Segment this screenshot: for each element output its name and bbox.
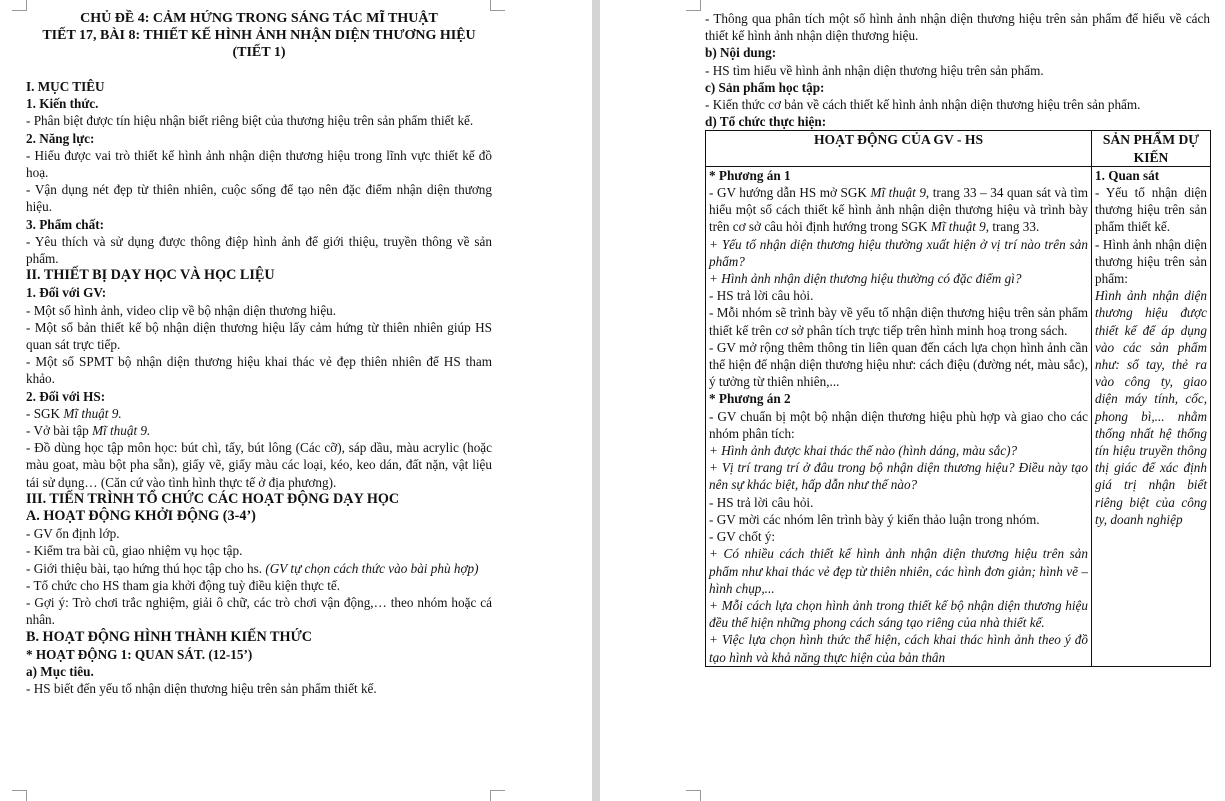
paragraph xyxy=(26,560,492,577)
subsection-heading: d) Tổ chức thực hiện: xyxy=(705,114,827,130)
activity-table xyxy=(705,130,1211,666)
paragraph: - Kiểm tra bài cũ, giao nhiệm vụ học tập. xyxy=(26,543,243,559)
activity-heading: * HOẠT ĐỘNG 1: QUAN SÁT. (12-15’) xyxy=(26,646,253,662)
conclusion: + Việc lựa chọn hình thức thể hiện, cách khai thác hình ảnh theo ý đồ tạo hình và khả năng thực hiện của bản thân xyxy=(709,632,1088,665)
text: - Vở bài tập xyxy=(26,423,93,439)
subsection-heading: 1. Đối với GV: xyxy=(26,285,107,301)
subsection-heading: c) Sản phẩm học tập: xyxy=(705,79,825,95)
page-gap xyxy=(592,0,600,801)
document-page-right xyxy=(600,0,1225,801)
topic-title: CHỦ ĐỀ 4: CẢM HỨNG TRONG SÁNG TÁC MĨ THUẬT xyxy=(80,11,438,26)
crop-mark xyxy=(12,790,27,801)
column-header-activities: HOẠT ĐỘNG CỦA GV - HS xyxy=(706,131,1092,166)
question: + Vị trí trang trí ở đâu trong bộ nhận diện thương hiệu? Điều này tạo nên sự khác biệt, hấp dẫn như thế nào? xyxy=(709,460,1088,493)
book-title: Mĩ thuật 9 xyxy=(930,219,986,235)
option-heading: * Phương án 2 xyxy=(709,391,791,407)
text: , trang 33. xyxy=(985,219,1040,235)
crop-mark xyxy=(12,0,27,11)
question: + Hình ảnh nhận diện thương hiệu thường có đặc điểm gì? xyxy=(709,271,1022,287)
table-header-row xyxy=(706,131,1211,166)
section-heading: II. THIẾT BỊ DẠY HỌC VÀ HỌC LIỆU xyxy=(26,267,275,284)
paragraph: - Hình ảnh nhận diện thương hiệu trên sản phẩm: xyxy=(1095,236,1207,287)
paragraph: - Một số SPMT bộ nhận diện thương hiệu khai thác vẻ đẹp thiên nhiên để HS tham khảo. xyxy=(26,354,492,387)
section-heading: A. HOẠT ĐỘNG KHỞI ĐỘNG (3-4’) xyxy=(26,508,256,525)
subsection-heading: 2. Đối với HS: xyxy=(26,388,106,404)
subsection-heading: b) Nội dung: xyxy=(705,45,777,61)
crop-mark xyxy=(490,0,505,11)
left-text-column xyxy=(26,10,492,697)
subsection-heading: 2. Năng lực: xyxy=(26,130,95,146)
paragraph: - Phân biệt được tín hiệu nhận biết riêng biệt của thương hiệu trên sản phẩm thiết kế. xyxy=(26,113,474,129)
crop-mark xyxy=(490,790,505,801)
products-cell xyxy=(1092,166,1211,666)
paragraph xyxy=(709,184,1088,236)
section-heading: III. TIẾN TRÌNH TỔ CHỨC CÁC HOẠT ĐỘNG DẠY HỌC xyxy=(26,490,400,507)
book-title: Mĩ thuật 9. xyxy=(92,423,151,439)
question: + Yếu tố nhận diện thương hiệu thường xuất hiện ở vị trí nào trên sản phẩm? xyxy=(709,236,1088,269)
paragraph: - HS biết đến yếu tố nhận diện thương hiệu trên sản phẩm thiết kế. xyxy=(26,681,377,697)
paragraph: - Thông qua phân tích một số hình ảnh nhận diện thương hiệu trên sản phẩm để hiểu về cách thiết kế hình ảnh nhận diện thương hiệu. xyxy=(705,11,1210,44)
paragraph: - HS tìm hiểu về hình ảnh nhận diện thương hiệu trên sản phẩm. xyxy=(705,62,1044,78)
paragraph: - Tổ chức cho HS tham gia khởi động tuỳ điều kiện thực tế. xyxy=(26,577,341,593)
book-title: Mĩ thuật 9. xyxy=(63,405,122,421)
paragraph: - Hiểu được vai trò thiết kế hình ảnh nhận diện thương hiệu trong lĩnh vực thiết kế đồ hoạ. xyxy=(26,147,492,181)
text: - SGK xyxy=(26,405,64,421)
paragraph: - GV mời các nhóm lên trình bày ý kiến thảo luận trong nhóm. xyxy=(709,511,1040,527)
conclusion: + Mỗi cách lựa chọn hình ảnh trong thiết kế bộ nhận diện thương hiệu đều thể hiện những phong cách sáng tạo riêng của nhà thiết kế. xyxy=(709,597,1088,631)
paragraph: - Yêu thích và sử dụng được thông điệp hình ảnh để giới thiệu, truyền thông về sản phẩm. xyxy=(26,233,492,267)
crop-mark xyxy=(686,790,701,801)
paragraph: - Mỗi nhóm sẽ trình bày về yếu tố nhận diện thương hiệu trên sản phẩm thiết kế trên cơ sở phân tích trực tiếp trên hình minh hoạ trong sách. xyxy=(709,305,1088,338)
note: (GV tự chọn cách thức vào bài phù hợp) xyxy=(265,560,479,576)
paragraph: - HS trả lời câu hỏi. xyxy=(709,494,814,510)
subsection-heading: 1. Kiến thức. xyxy=(26,96,99,112)
table-row xyxy=(706,166,1211,666)
subsection-heading: a) Mục tiêu. xyxy=(26,663,94,679)
crop-mark xyxy=(686,0,701,11)
book-title: Mĩ thuật 9 xyxy=(870,185,926,201)
paragraph xyxy=(26,422,492,439)
paragraph: - Kiến thức cơ bản về cách thiết kế hình ảnh nhận diện thương hiệu trên sản phẩm. xyxy=(705,97,1141,113)
paragraph: - HS trả lời câu hỏi. xyxy=(709,288,814,304)
section-heading: B. HOẠT ĐỘNG HÌNH THÀNH KIẾN THỨC xyxy=(26,628,313,645)
paragraph: - GV chốt ý: xyxy=(709,529,776,545)
paragraph: - Gợi ý: Trò chơi trắc nghiệm, giải ô chữ, các trò chơi vận động,… theo nhóm hoặc cá nhân. xyxy=(26,595,492,628)
text: , trang 33 – 34 quan sát và tìm hiểu một số cách thiết kế hình ảnh nhận diện thương hiệu và trình bày trên cơ sở câu hỏi định hướng trong SGK xyxy=(709,185,1088,235)
document-page-left xyxy=(0,0,592,801)
question: + Hình ảnh được khai thác thế nào (hình dáng, màu sắc)? xyxy=(709,443,1018,459)
conclusion: + Có nhiều cách thiết kế hình ảnh nhận diện thương hiệu trên sản phẩm như khai thác vẻ đẹp từ thiên nhiên, các hình đơn giản; hình vẽ – hình chụp,... xyxy=(709,546,1088,596)
paragraph: - Một số hình ảnh, video clip về bộ nhận diện thương hiệu. xyxy=(26,302,337,318)
paragraph: - GV chuẩn bị một bộ nhận diện thương hiệu phù hợp và giao cho các nhóm phân tích: xyxy=(709,408,1088,441)
activities-cell xyxy=(706,166,1092,666)
text: - Giới thiệu bài, tạo hứng thú học tập cho hs. xyxy=(26,560,266,576)
paragraph: - Đồ dùng học tập môn học: bút chì, tẩy, bút lông (Các cỡ), sáp dầu, màu acrylic (hoặc màu goat, màu bột pha sẵn), giấy vẽ, giấy màu các loại, kéo, keo dán, đất nặn, vật liệu tái sử dụng… (Căn cứ vào tình hình thực tế ở địa phương). xyxy=(26,440,492,490)
lesson-title: TIẾT 17, BÀI 8: THIẾT KẾ HÌNH ẢNH NHẬN DIỆN THƯƠNG HIỆU xyxy=(42,28,476,43)
subsection-heading: 3. Phẩm chất: xyxy=(26,216,105,232)
paragraph: - GV mở rộng thêm thông tin liên quan đến cách lựa chọn hình ảnh cần thể hiện để nhận diện thương hiệu như: cách điệu (đường nét, màu sắc), ý tưởng từ thiên nhiên,... xyxy=(709,339,1088,390)
text: - GV hướng dẫn HS mở SGK xyxy=(709,185,871,201)
product-heading: 1. Quan sát xyxy=(1095,167,1160,183)
paragraph: - Vận dụng nét đẹp từ thiên nhiên, cuộc sống để tạo nên đặc điểm nhận diện thương hiệu. xyxy=(26,182,492,215)
paragraph: - GV ổn định lớp. xyxy=(26,526,120,542)
paragraph: - Một số bản thiết kế bộ nhận diện thương hiệu lấy cảm hứng từ thiên nhiên giúp HS quan sát trực tiếp. xyxy=(26,319,492,353)
option-heading: * Phương án 1 xyxy=(709,167,791,183)
paragraph: - Yếu tố nhận diện thương hiệu trên sản phẩm thiết kế. xyxy=(1095,185,1207,235)
period-title: (TIẾT 1) xyxy=(232,45,286,60)
column-header-products: SẢN PHẨM DỰ KIẾN xyxy=(1092,131,1211,166)
paragraph xyxy=(26,405,492,422)
right-text-column xyxy=(705,10,1210,667)
paragraph: Hình ảnh nhận diện thương hiệu được thiết kế để áp dụng vào các sản phẩm như: sổ tay, thẻ ra vào công ty, giao diện máy tính, cốc, phong bì,... nhằm thống nhất hệ thống tín hiệu truyền thông thị giác để xác định giá trị nhận biết riêng biệt của công ty, doanh nghiệp xyxy=(1095,288,1207,527)
section-heading: I. MỤC TIÊU xyxy=(26,79,105,94)
